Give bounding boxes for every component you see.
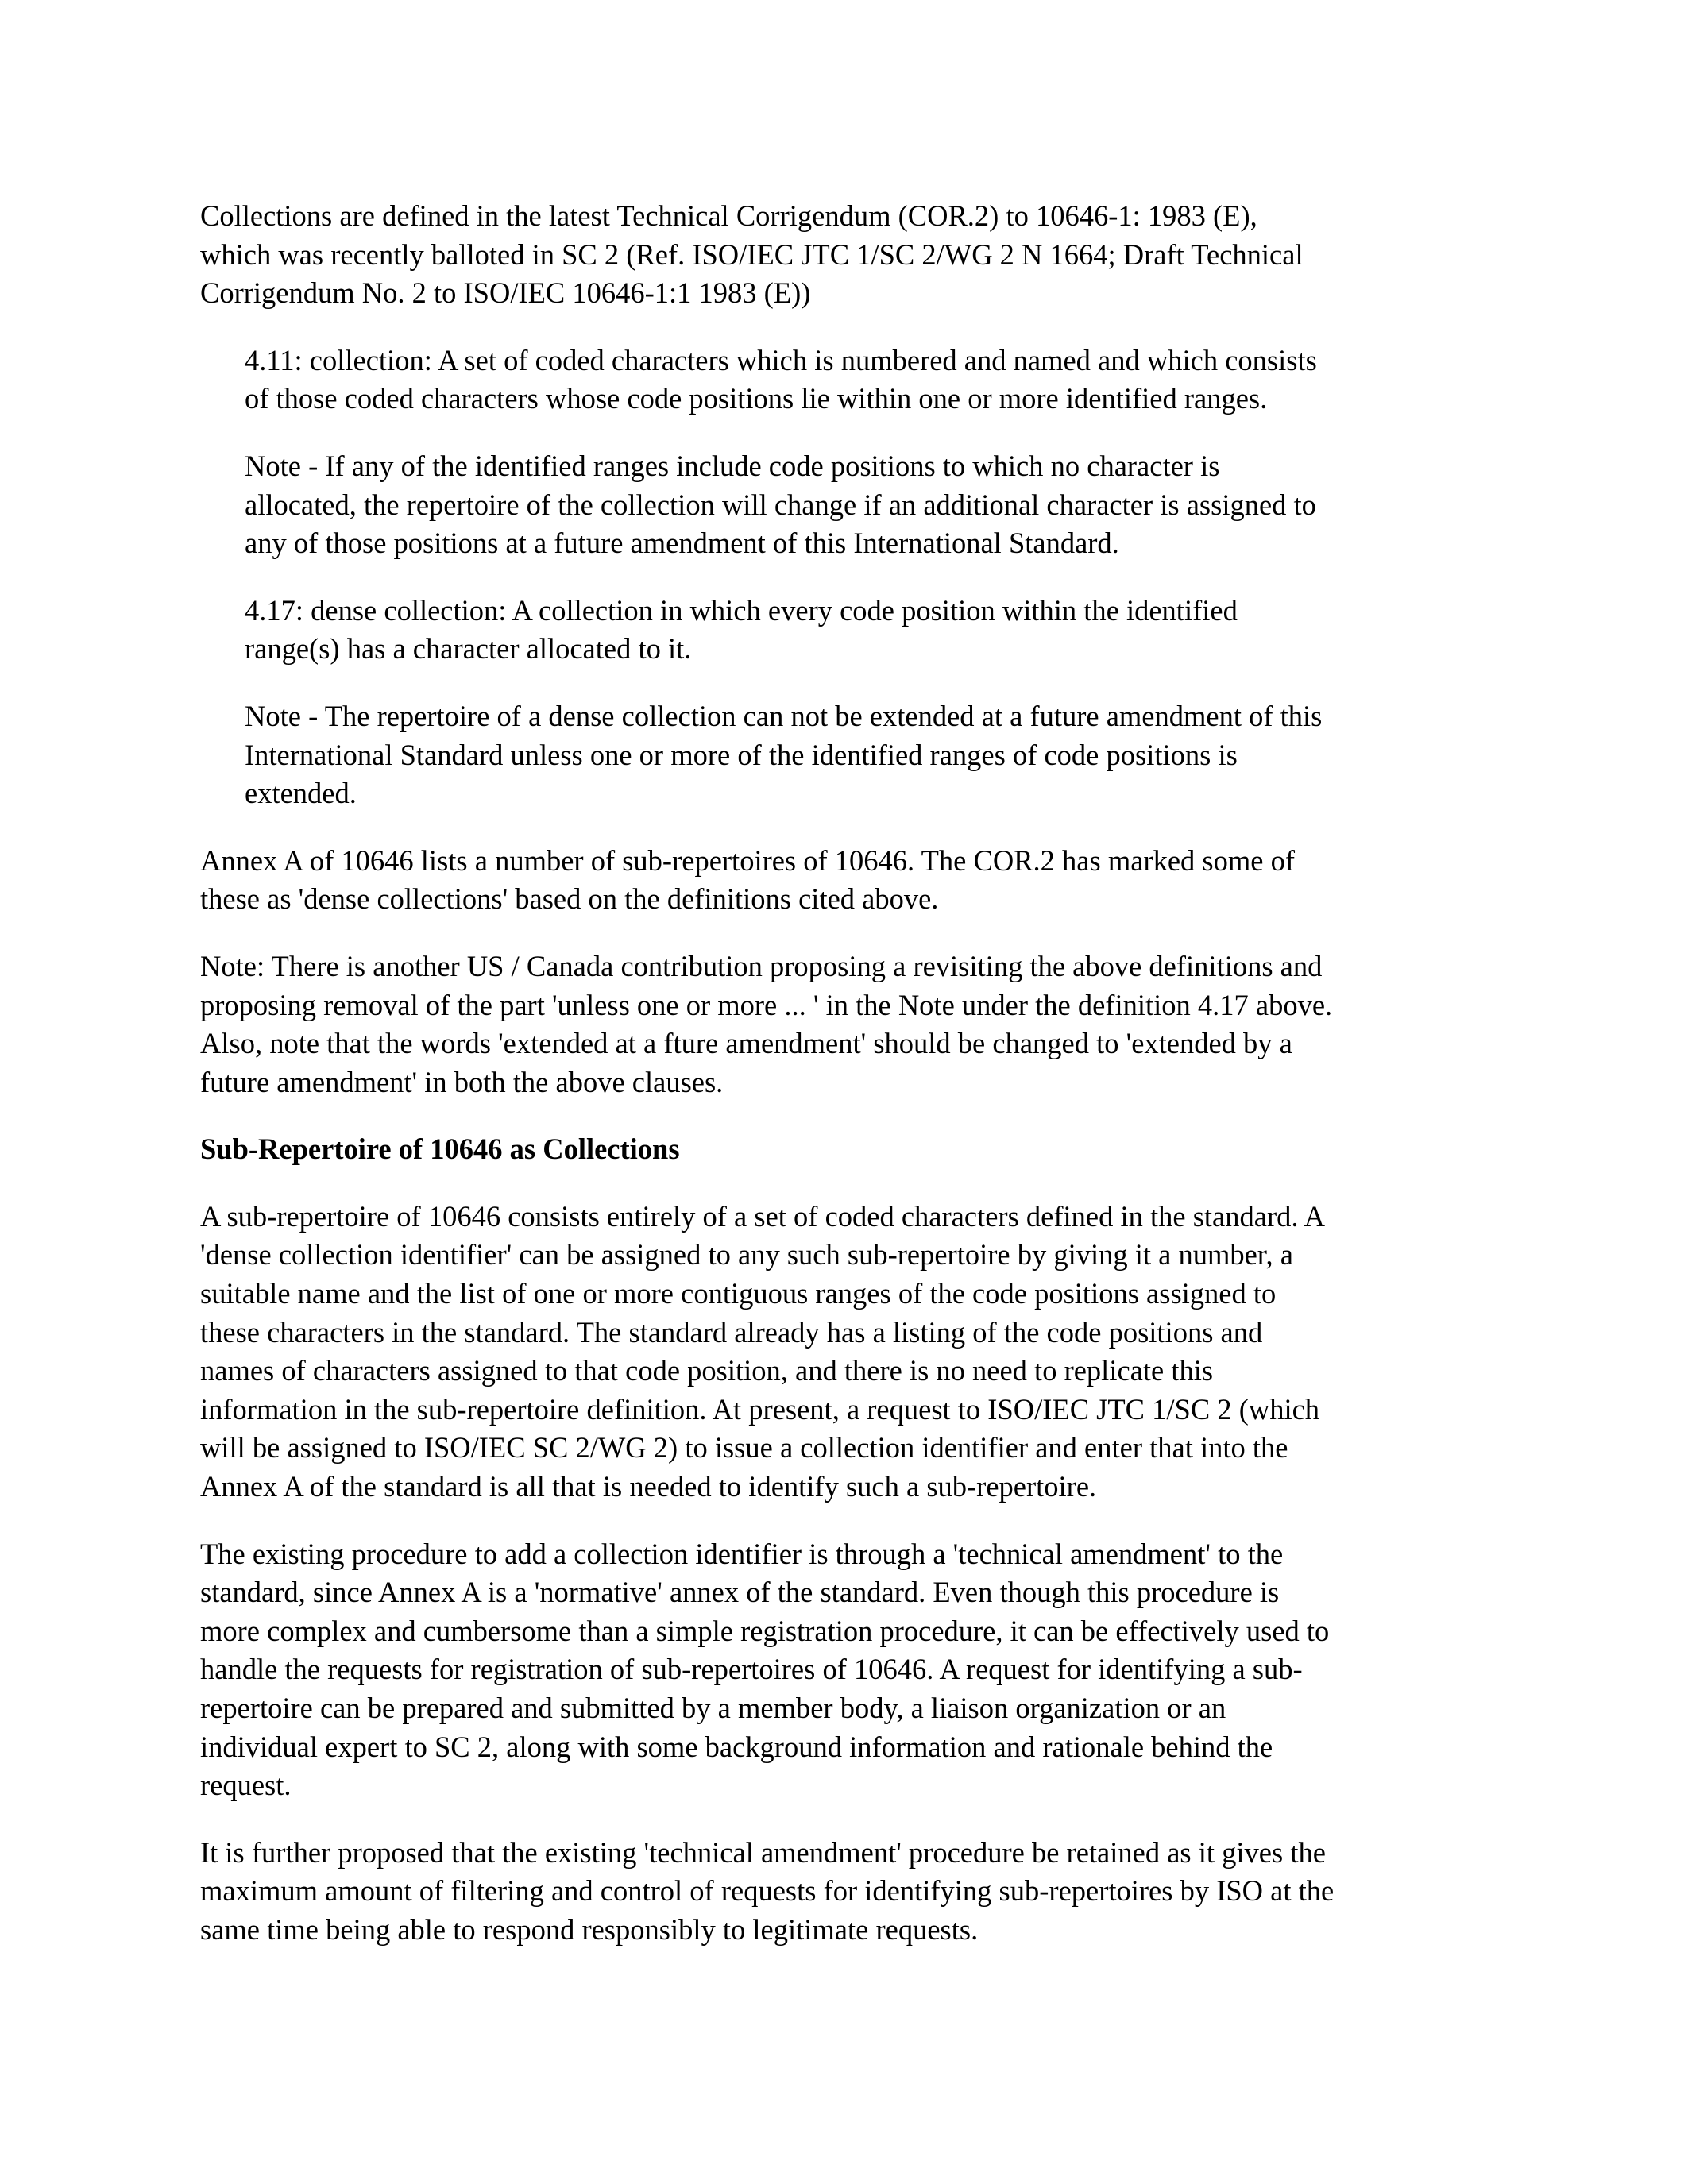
note-4-11 [200, 447, 1487, 563]
existing-procedure-paragraph [200, 1535, 1487, 1805]
further-proposed-paragraph [200, 1834, 1487, 1950]
text-line: request. [200, 1769, 292, 1802]
sub-repertoire-paragraph [200, 1198, 1487, 1507]
definition-4-17 [200, 592, 1487, 669]
text-line: Also, note that the words 'extended at a fture amendment' should be changed to 'extended by a [200, 1027, 1292, 1060]
text-line: maximum amount of filtering and control of requests for identifying sub-repertoires by ISO at the [200, 1874, 1335, 1908]
text-line: repertoire can be prepared and submitted by a member body, a liaison organization or an [200, 1692, 1226, 1724]
text-line: range(s) has a character allocated to it. [245, 632, 692, 666]
text-line: which was recently balloted in SC 2 (Ref. ISO/IEC JTC 1/SC 2/WG 2 N 1664; Draft Technical [200, 237, 1304, 271]
text-line: 4.17: dense collection: A collection in which every code position within the identified [245, 593, 1238, 627]
text-line: any of those positions at a future amendment of this International Standard. [245, 527, 1119, 560]
text-line: 4.11: collection: A set of coded characters which is numbered and named and which consists [245, 343, 1317, 376]
text-line: Collections are defined in the latest Technical Corrigendum (COR.2) to 10646-1: 1983 (E), [200, 199, 1257, 232]
text-line: Annex A of the standard is all that is needed to identify such a sub-repertoire. [200, 1470, 1097, 1503]
text-line: will be assigned to ISO/IEC SC 2/WG 2) to issue a collection identifier and enter that into the [200, 1431, 1288, 1464]
text-line: Note - The repertoire of a dense collection can not be extended at a future amendment of this [245, 699, 1323, 732]
text-line: 'dense collection identifier' can be assigned to any such sub-repertoire by giving it a number, a [200, 1238, 1293, 1271]
text-line: The existing procedure to add a collection identifier is through a 'technical amendment' to the [200, 1537, 1284, 1570]
text-line: individual expert to SC 2, along with some background information and rationale behind the [200, 1730, 1273, 1763]
intro-paragraph [200, 197, 1487, 313]
text-line: extended. [245, 777, 357, 810]
text-line: names of characters assigned to that code position, and there is no need to replicate this [200, 1354, 1214, 1387]
definition-4-11 [200, 341, 1487, 419]
text-line: It is further proposed that the existing 'technical amendment' procedure be retained as it gives the [200, 1835, 1326, 1869]
text-line: handle the requests for registration of sub-repertoires of 10646. A request for identifying a sub- [200, 1653, 1303, 1686]
note-4-17 [200, 697, 1487, 813]
text-line: Note - If any of the identified ranges include code positions to which no character is [245, 449, 1220, 482]
text-line: Note: There is another US / Canada contribution proposing a revisiting the above definitions and [200, 949, 1323, 982]
text-line: standard, since Annex A is a 'normative' annex of the standard. Even though this procedure is [200, 1576, 1280, 1609]
document-page [200, 197, 1487, 1978]
text-line: future amendment' in both the above clauses. [200, 1065, 724, 1098]
text-line: Annex A of 10646 lists a number of sub-repertoires of 10646. The COR.2 has marked some of [200, 843, 1295, 877]
text-line: more complex and cumbersome than a simple registration procedure, it can be effectively used to [200, 1614, 1330, 1647]
text-line: same time being able to respond responsibly to legitimate requests. [200, 1912, 979, 1946]
text-line: information in the sub-repertoire definition. At present, a request to ISO/IEC JTC 1/SC 2 (which [200, 1392, 1320, 1426]
section-heading: Sub-Repertoire of 10646 as Collections [200, 1133, 680, 1166]
text-line: allocated, the repertoire of the collection will change if an additional character is assigned to [245, 488, 1316, 521]
text-line: International Standard unless one or more of the identified ranges of code positions is [245, 738, 1238, 771]
text-line: suitable name and the list of one or more contiguous ranges of the code positions assigned to [200, 1277, 1277, 1310]
text-line: proposing removal of the part 'unless one or more ... ' in the Note under the definition 4.17 above. [200, 988, 1333, 1021]
text-line: A sub-repertoire of 10646 consists entirely of a set of coded characters defined in the standard. A [200, 1199, 1325, 1233]
us-canada-note [200, 947, 1487, 1102]
text-line: of those coded characters whose code positions lie within one or more identified ranges. [245, 382, 1268, 415]
annex-a-paragraph [200, 842, 1487, 919]
text-line: Corrigendum No. 2 to ISO/IEC 10646-1:1 1983 (E)) [200, 276, 811, 310]
text-line: these as 'dense collections' based on the definitions cited above. [200, 882, 939, 916]
text-line: these characters in the standard. The standard already has a listing of the code positions and [200, 1315, 1263, 1349]
